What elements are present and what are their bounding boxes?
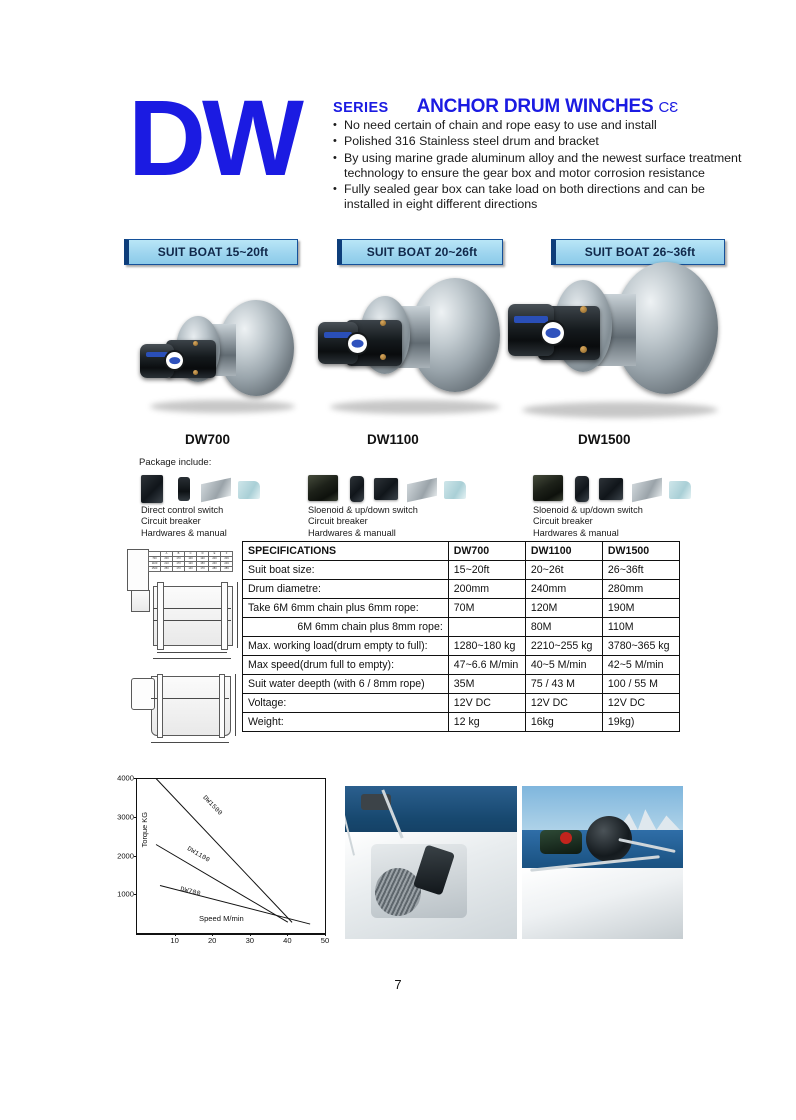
rocker-switch-icon [141, 475, 163, 503]
model-label-dw1100: DW1100 [367, 432, 419, 447]
spec-value: 16kg [525, 713, 602, 732]
dim-cell: 170 [173, 567, 185, 572]
table-row [243, 580, 680, 599]
spec-value [448, 618, 525, 637]
model-label-dw700: DW700 [185, 432, 231, 447]
y-tick-label: 3000 [117, 812, 134, 822]
dim-col-head: F [221, 552, 233, 557]
spec-value: 75 / 43 M [525, 675, 602, 694]
bullet-text: Fully sealed gear box can take load on both directions and can be installed in eight different directions [344, 182, 705, 212]
package-line: Hardwares & manual [533, 527, 619, 538]
x-tick-label: 10 [170, 936, 179, 945]
dim-col-head: D [197, 552, 209, 557]
bullet-dot-icon: • [333, 183, 337, 196]
spec-value: 200mm [448, 580, 525, 599]
bullet-dot-icon: • [333, 119, 337, 131]
photo-shadow [522, 402, 718, 418]
installation-photo-right [522, 786, 683, 939]
list-item [333, 151, 753, 182]
package-group-dw700 [141, 473, 321, 539]
manual-book-icon [669, 481, 691, 499]
package-line: Circuit breaker [533, 516, 593, 527]
spec-value: 47~6.6 M/min [448, 656, 525, 675]
dim-cell: 209 [221, 557, 233, 562]
spec-label: Drum diametre: [243, 580, 449, 599]
table-row [243, 675, 680, 694]
spec-value: 15~20ft [448, 561, 525, 580]
motor-outline [127, 549, 149, 591]
brand-label [324, 332, 352, 338]
spec-label: Take 6M 6mm chain plus 6mm rope: [243, 599, 449, 618]
spec-label: Max. working load(drum empty to full): [243, 637, 449, 656]
dim-cell: 249 [221, 562, 233, 567]
dim-cell: 1100 [149, 562, 161, 567]
bolt [380, 320, 386, 326]
spec-value: 42~5 M/min [602, 656, 679, 675]
spec-value: 280mm [602, 580, 679, 599]
photo-shadow [150, 400, 295, 413]
rocker-switch-icon [350, 476, 364, 502]
spec-value: 20~26t [525, 561, 602, 580]
dim-cell: 210 [161, 562, 173, 567]
spec-value: 70M [448, 599, 525, 618]
spec-header-dw1500: DW1500 [602, 542, 679, 561]
page-number: 7 [394, 977, 402, 992]
series-label-dw700: DW700 [179, 885, 202, 898]
dim-cell: 120 [185, 562, 197, 567]
package-group-dw1100 [308, 473, 498, 539]
spec-value: 100 / 55 M [602, 675, 679, 694]
table-row [243, 713, 680, 732]
gearbox-outline [131, 590, 150, 612]
torque-speed-chart [112, 770, 340, 955]
bolt [380, 354, 386, 360]
bolt [193, 341, 198, 346]
dim-cell: 280 [209, 567, 221, 572]
dim-cell: 170 [173, 562, 185, 567]
mounting-plate-icon [632, 478, 662, 502]
spec-value: 40~5 M/min [525, 656, 602, 675]
brand-label [514, 316, 548, 323]
package-line: Hardwares & manuall [308, 527, 396, 538]
bolt [193, 370, 198, 375]
suit-boat-banner-dw700 [124, 239, 298, 265]
table-row [149, 567, 233, 572]
toggle-switch-icon [178, 477, 190, 501]
dimension-line-vertical [237, 582, 238, 648]
end-cap-badge [542, 322, 564, 344]
manual-book-icon [238, 481, 260, 499]
series-label-dw1100: DW1100 [185, 845, 212, 864]
package-line: Hardwares & manual [141, 527, 227, 538]
spec-value: 240mm [525, 580, 602, 599]
spec-value: 19kg) [602, 713, 679, 732]
dim-cell: 1500 [149, 567, 161, 572]
dim-cell: 250 [161, 567, 173, 572]
end-cap-badge [348, 334, 367, 353]
solenoid-icon [533, 475, 563, 501]
x-tick-label: 50 [320, 936, 330, 945]
list-item [333, 118, 753, 133]
table-row [243, 694, 680, 713]
bullet-text: No need certain of chain and rope easy to use and install [344, 118, 657, 132]
dimension-line-f [235, 674, 236, 736]
dim-cell: 170 [197, 567, 209, 572]
product-photo-dw1500 [508, 258, 736, 426]
bracket-arm-left [157, 674, 163, 738]
spec-value: 35M [448, 675, 525, 694]
x-tick-label: 20 [207, 936, 217, 945]
bullet-dot-icon: • [333, 135, 337, 148]
dim-cell: 100 [185, 557, 197, 562]
boat-hull [522, 868, 683, 939]
side-view-motor [131, 678, 155, 710]
spec-value: 3780~365 kg [602, 637, 679, 656]
table-row [243, 618, 680, 637]
dim-cell: 200 [209, 557, 221, 562]
table-row [243, 599, 680, 618]
package-group-dw1500 [533, 473, 723, 539]
dim-cell: 150 [197, 562, 209, 567]
bolt [580, 306, 587, 313]
bracket-arm-right [219, 674, 225, 738]
product-photo-dw1100 [318, 272, 518, 422]
dim-col-head: C [185, 552, 197, 557]
y-tick-label: 1000 [117, 889, 134, 899]
spec-label: Weight: [243, 713, 449, 732]
breaker-button-icon [560, 832, 572, 844]
dim-cell: 200 [161, 557, 173, 562]
dim-col-head: E [209, 552, 221, 557]
y-tick-label: 4000 [117, 773, 134, 783]
spec-label: 6M 6mm chain plus 8mm rope: [243, 618, 449, 637]
package-include-title: Package include: [139, 457, 212, 468]
up-down-switch-icon [599, 478, 623, 500]
spec-value: 12V DC [525, 694, 602, 713]
spec-value: 120M [525, 599, 602, 618]
table-row [243, 561, 680, 580]
flange-right [221, 582, 228, 650]
dimension-line-218 [153, 658, 231, 659]
spec-value: 12V DC [602, 694, 679, 713]
banner-label: SUIT BOAT 26~36ft [584, 245, 696, 259]
dim-cell: 700 [149, 557, 161, 562]
manual-book-icon [444, 481, 466, 499]
table-header-row [243, 542, 680, 561]
dim-cell: 140 [185, 567, 197, 572]
spec-header-dw1100: DW1100 [525, 542, 602, 561]
product-photo-dw700 [140, 290, 310, 420]
ce-mark-icon: CƐ [658, 99, 679, 116]
dim-col-head: A [161, 552, 173, 557]
page-title: ANCHOR DRUM WINCHES [416, 96, 654, 117]
brand-label [146, 352, 168, 357]
dim-col-head: B [173, 552, 185, 557]
spec-value: 12 kg [448, 713, 525, 732]
package-line: Sloenoid & up/down switch [533, 505, 643, 515]
mounting-plate-icon [407, 478, 437, 502]
dim-cell: 170 [173, 557, 185, 562]
spec-value: 110M [602, 618, 679, 637]
spec-value: 190M [602, 599, 679, 618]
solenoid-icon [308, 475, 338, 501]
package-line: Circuit breaker [141, 516, 201, 527]
bolt [580, 346, 587, 353]
specifications-table [242, 541, 680, 732]
dimension-table [148, 551, 233, 572]
spec-label: Suit water deepth (with 6 / 8mm rope) [243, 675, 449, 694]
x-tick-label: 30 [245, 936, 255, 945]
page-header [0, 0, 796, 240]
bullet-text: Polished 316 Stainless steel drum and bracket [344, 134, 599, 149]
table-row [243, 656, 680, 675]
banner-label: SUIT BOAT 20~26ft [366, 245, 478, 259]
drawing-line [153, 608, 231, 609]
banner-label: SUIT BOAT 15~20ft [157, 245, 269, 259]
chart-axes [117, 773, 330, 945]
x-axis-label: Speed M/min [199, 914, 244, 923]
package-line: Circuit breaker [308, 516, 368, 527]
drawing-line [153, 620, 231, 621]
bullet-text: By using marine grade aluminum alloy and the newest surface treatment technology to ensure the gear box and motor corrosion resistance [344, 150, 742, 180]
photo-shadow [330, 400, 500, 414]
y-tick-label: 2000 [117, 851, 134, 860]
spec-label: Suit boat size: [243, 561, 449, 580]
feature-bullet-list [333, 118, 753, 214]
rope-drum [375, 868, 421, 916]
series-label-dw1500: DW1500 [201, 794, 224, 817]
spec-header-label: SPECIFICATIONS [243, 542, 449, 561]
mounting-plate-icon [201, 478, 231, 502]
package-line: Direct control switch [141, 505, 224, 515]
dimension-line-340 [151, 742, 229, 743]
spec-label: Voltage: [243, 694, 449, 713]
dim-cell: 240 [209, 562, 221, 567]
series-line-dw1100 [156, 844, 288, 922]
spec-value: 2210~255 kg [525, 637, 602, 656]
dw-logo: DW [128, 77, 300, 198]
installation-photo-left [345, 786, 517, 939]
flange-left [157, 582, 164, 650]
list-item [333, 134, 753, 149]
technical-drawing [127, 546, 249, 774]
list-item [333, 182, 753, 213]
y-axis-label: Torque KG [140, 812, 149, 848]
dim-cell: 130 [197, 557, 209, 562]
spec-value: 80M [525, 618, 602, 637]
series-label: SERIES [333, 100, 389, 116]
package-line: Sloenoid & up/down switch [308, 505, 418, 515]
spec-value: 12V DC [448, 694, 525, 713]
bullet-dot-icon: • [333, 151, 337, 164]
table-row [243, 637, 680, 656]
spec-value: 26~36ft [602, 561, 679, 580]
rocker-switch-icon [575, 476, 589, 502]
spec-header-dw700: DW700 [448, 542, 525, 561]
dim-cell: 289 [221, 567, 233, 572]
end-cap-badge [166, 352, 183, 369]
model-label-dw1500: DW1500 [578, 432, 631, 447]
spec-label: Max speed(drum full to empty): [243, 656, 449, 675]
dimension-line-300 [157, 652, 227, 653]
spec-value: 1280~180 kg [448, 637, 525, 656]
x-tick-label: 40 [283, 936, 292, 945]
up-down-switch-icon [374, 478, 398, 500]
suit-boat-banner-dw1100 [337, 239, 503, 265]
title-row [333, 96, 678, 118]
